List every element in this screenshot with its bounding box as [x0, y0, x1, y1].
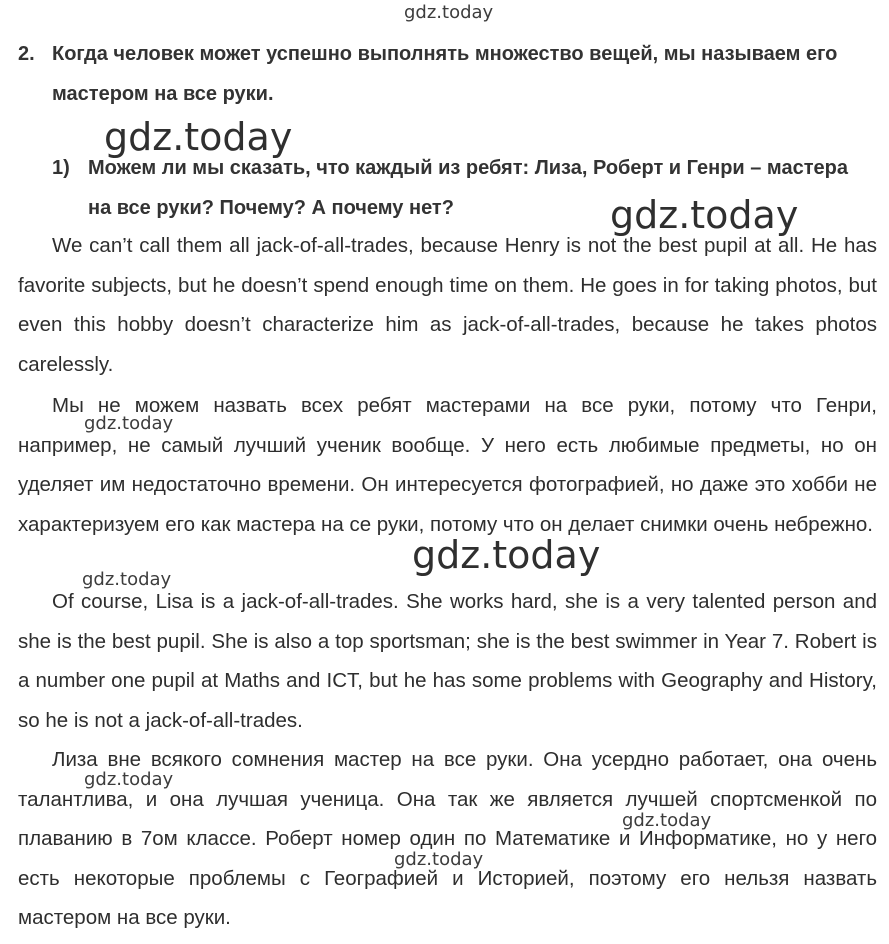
watermark: gdz.today [610, 193, 799, 237]
question-number: 1) [52, 157, 70, 179]
answer-paragraph-ru-1: Мы не можем назвать всех ребят мастерами на все руки, потому что Генри, например, не самый лучший ученик вообще. У него есть любимые предметы, но он уделяет им недостаточно времени. Он интересуется фотографией, но даже это хобби не характеризуем его как мастера на се руки, потому что он делает снимки очень небрежно. [18, 394, 877, 536]
watermark: gdz.today [404, 2, 494, 23]
watermark: gdz.today [394, 849, 484, 870]
answer-paragraph-en-1: We can’t call them all jack-of-all-trades, because Henry is not the best pupil at all. He has favorite subjects, but he doesn’t spend enough time on them. He goes in for taking photos, but even this hobby doesn’t characterize him as jack-of-all-trades, because he takes photos carelessly. [18, 234, 877, 376]
watermark: gdz.today [84, 769, 174, 790]
watermark: gdz.today [84, 413, 174, 434]
answer-paragraph-ru-2: Лиза вне всякого сомнения мастер на все руки. Она усердно работает, она очень талантлива, и она лучшая ученица. Она так же является лучшей спортсменкой по плаванию в 7ом классе. Роберт номер один по Математике и Информатике, но у него есть некоторые проблемы с Географией и Историей, поэтому его нельзя назвать мастером на все руки. [18, 748, 877, 929]
question-text: Можем ли мы сказать, что каждый из ребят: Лиза, Роберт и Генри – мастера на все руки? Почему? А почему нет? [88, 157, 848, 219]
task-number: 2. [18, 43, 35, 65]
watermark: gdz.today [82, 569, 172, 590]
watermark: gdz.today [104, 115, 293, 159]
answer-paragraph-en-2: Of course, Lisa is a jack-of-all-trades. She works hard, she is a very talented person and she is the best pupil. She is also a top sportsman; she is the best swimmer in Year 7. Robert is a number one pupil at Maths and ICT, but he has some problems with Geography and History, so he is not a jack-of-all-trades. [18, 590, 877, 732]
task-text: Когда человек может успешно выполнять множество вещей, мы называем его мастером на все руки. [52, 43, 838, 105]
watermark: gdz.today [622, 810, 712, 831]
task-statement [18, 34, 858, 114]
watermark: gdz.today [412, 533, 601, 577]
